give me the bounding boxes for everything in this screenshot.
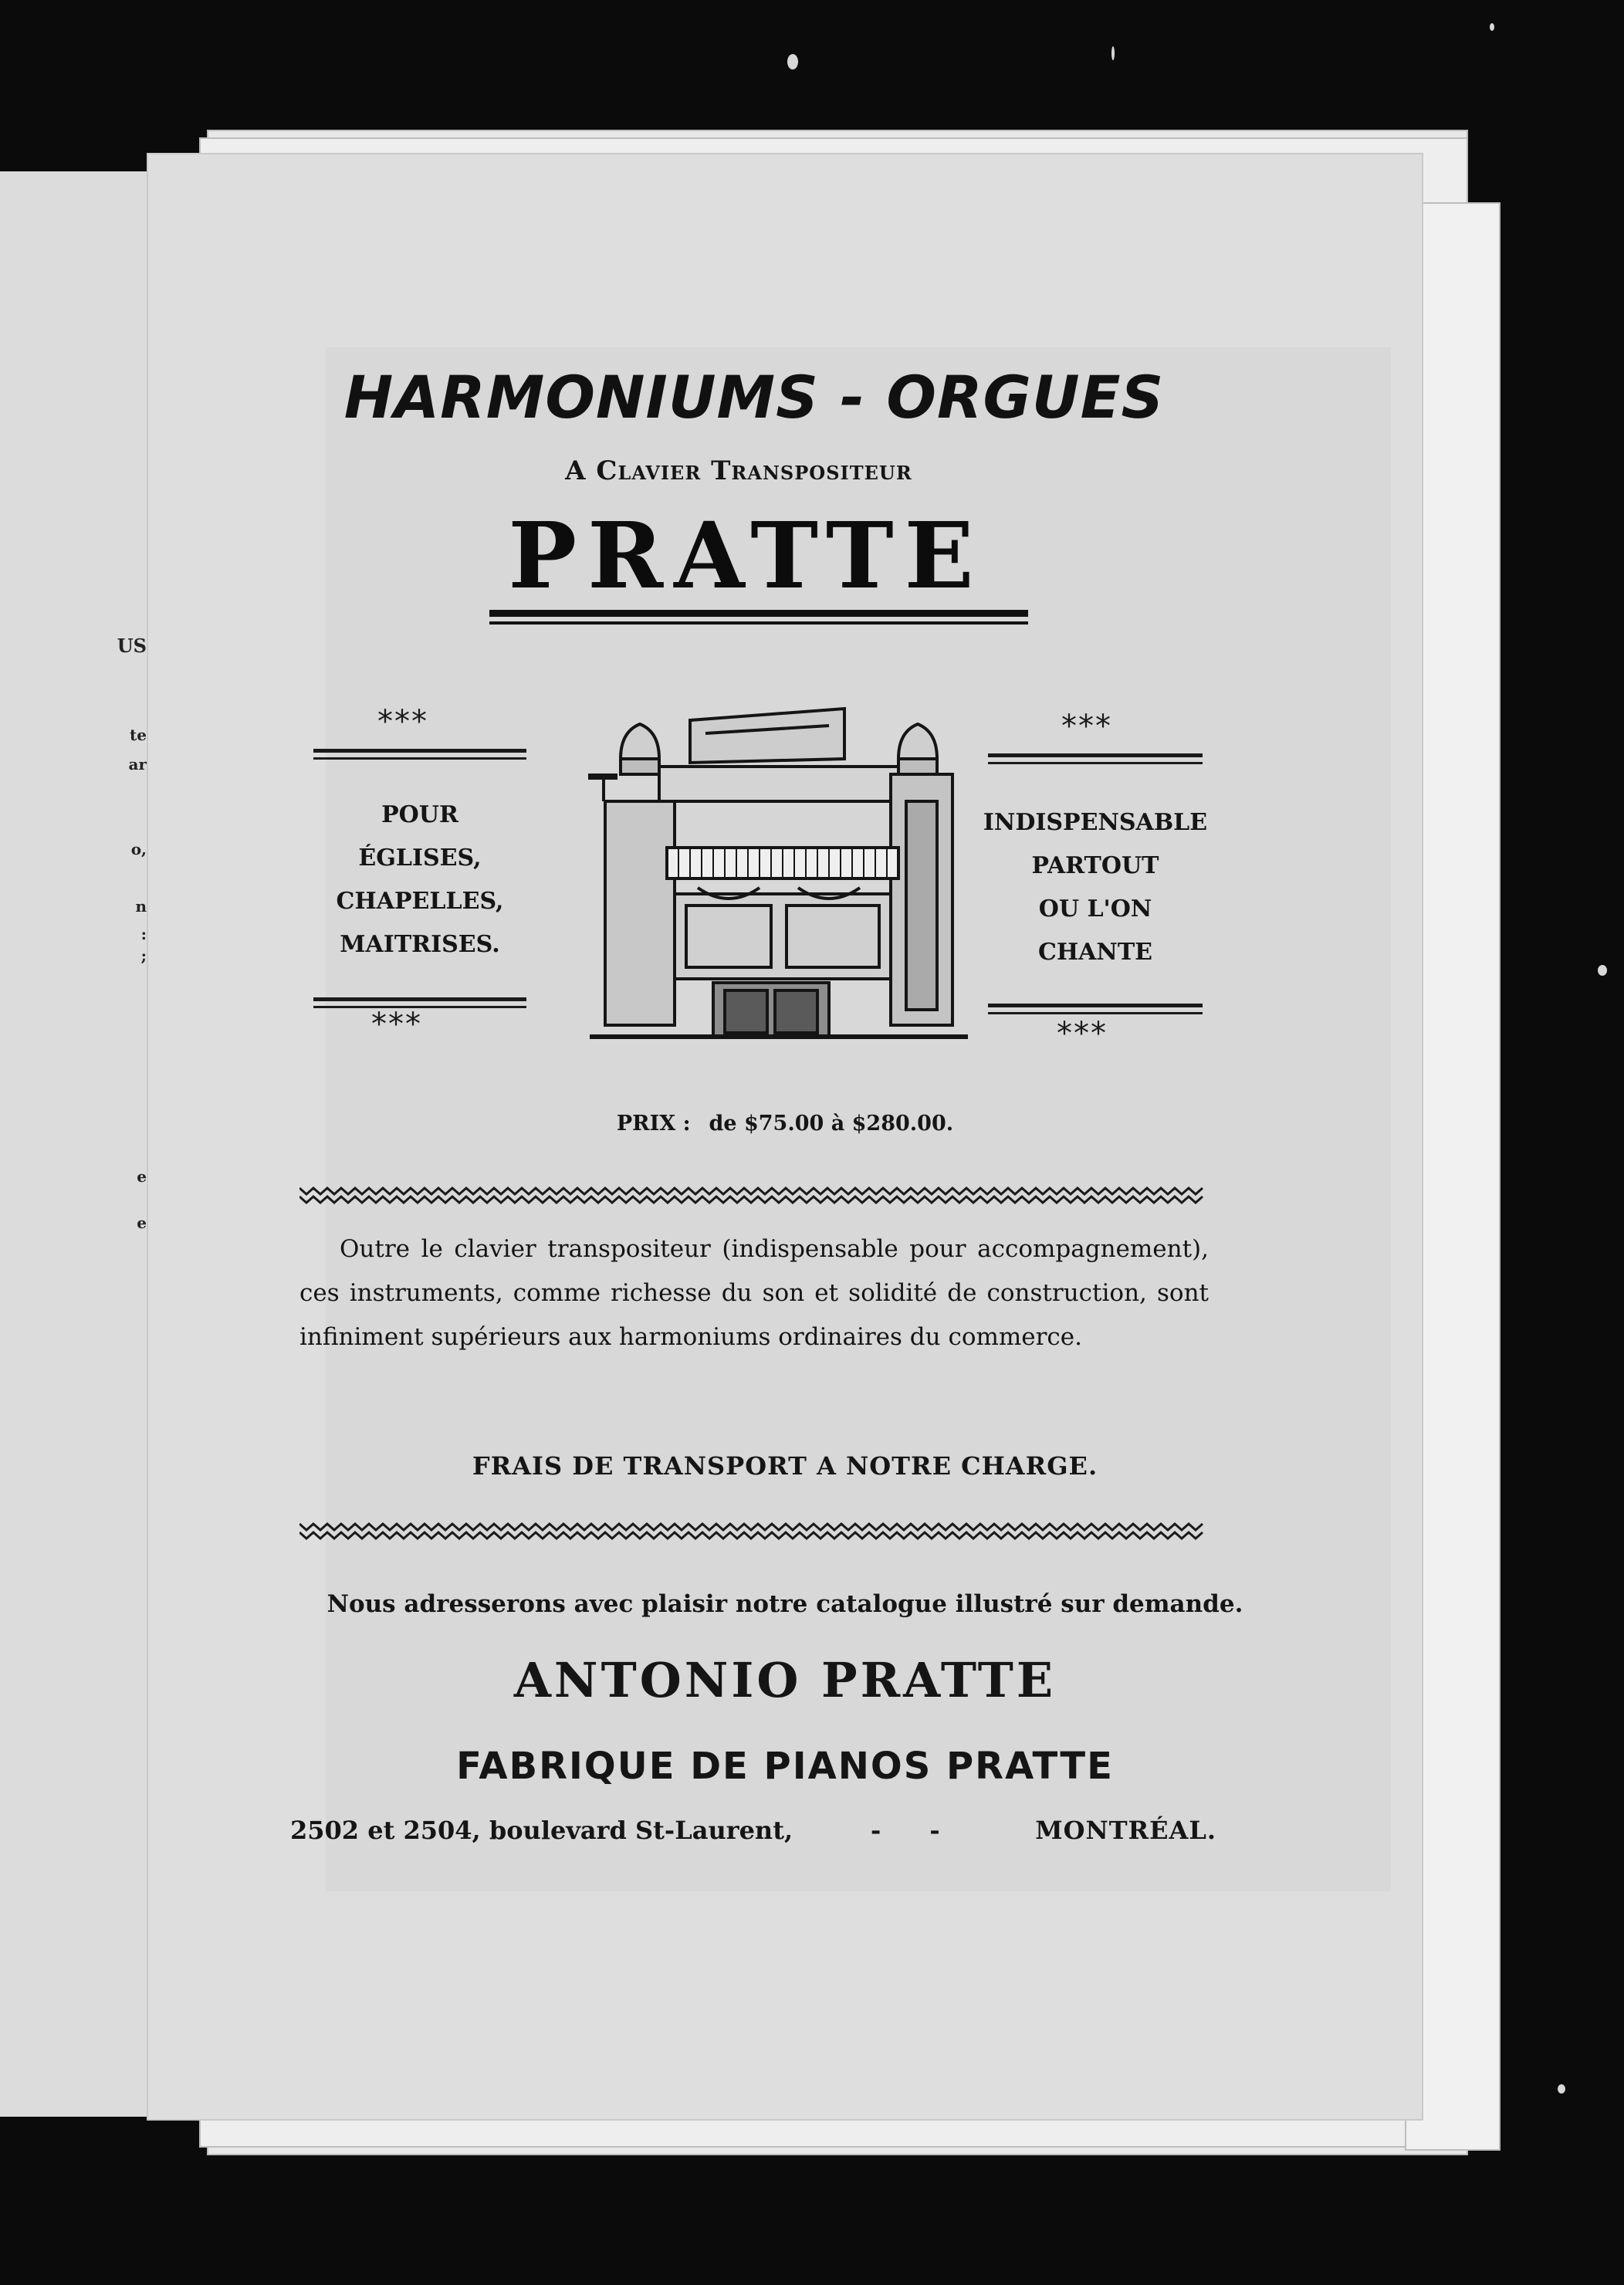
panel-left-line: MAITRISES.	[340, 931, 500, 958]
ornament-stars: ***	[1061, 709, 1112, 744]
double-rule	[988, 753, 1203, 764]
panel-right-line: OU L'ON	[1038, 895, 1152, 922]
ornament-stars: ***	[1057, 1016, 1108, 1051]
fragment: o,	[130, 840, 147, 858]
ornament-stars: ***	[377, 704, 428, 740]
factory-name: FABRIQUE DE PIANOS PRATTE	[456, 1745, 1114, 1788]
panel-right-line: PARTOUT	[1031, 852, 1159, 879]
zigzag-rule	[299, 1185, 1204, 1207]
brand-underline	[489, 610, 1028, 617]
zigzag-rule	[299, 1521, 1204, 1542]
fragment: n	[135, 897, 147, 916]
brand-underline-thin	[489, 621, 1028, 625]
double-rule	[988, 1004, 1203, 1014]
fragment: e	[137, 1167, 147, 1186]
panel-right-line: CHANTE	[1037, 939, 1153, 966]
price-label: PRIX :	[616, 1112, 691, 1136]
price-range: de $75.00 à $280.00.	[709, 1112, 954, 1136]
transport-notice: FRAIS DE TRANSPORT A NOTRE CHARGE.	[472, 1451, 1098, 1481]
brand-name: PRATTE	[508, 502, 985, 609]
fragment: e	[137, 1214, 147, 1232]
panel-right	[973, 801, 1218, 974]
double-rule	[313, 749, 526, 760]
panel-left-line: POUR	[381, 801, 458, 828]
address-line	[290, 1816, 1216, 1854]
advertisement-page	[148, 154, 1422, 2119]
advert-title: HARMONIUMS - ORGUES	[343, 363, 1165, 432]
fragment: :	[140, 925, 147, 943]
city-name: MONTRÉAL.	[1035, 1816, 1216, 1845]
ornament-stars: ***	[371, 1007, 422, 1042]
advert-subtitle: A Clavier Transpositeur	[565, 455, 912, 486]
address-separator: - -	[871, 1816, 960, 1845]
panel-left-line: CHAPELLES,	[336, 888, 504, 915]
harmonium-illustration	[574, 686, 983, 1048]
price-line	[148, 1112, 1422, 1136]
panel-left	[313, 794, 526, 966]
fragment: US	[117, 635, 147, 657]
panel-right-line: INDISPENSABLE	[983, 809, 1208, 836]
maker-name: ANTONIO PRATTE	[513, 1652, 1057, 1708]
description-paragraph: Outre le clavier transpositeur (indispensable pour accompagnement), ces instruments, comme richesse du son et solidité de construction, sont infiniment supérieurs aux harmoniums ordinaires du commerce.	[299, 1235, 1209, 1351]
catalogue-offer: Nous adresserons avec plaisir notre catalogue illustré sur demande.	[326, 1590, 1243, 1618]
fragment: te	[130, 726, 147, 744]
fragment: ar	[128, 755, 147, 774]
fragment: ;	[140, 946, 147, 965]
street-address: 2502 et 2504, boulevard St-Laurent,	[290, 1816, 793, 1845]
panel-left-line: ÉGLISES,	[358, 845, 482, 872]
